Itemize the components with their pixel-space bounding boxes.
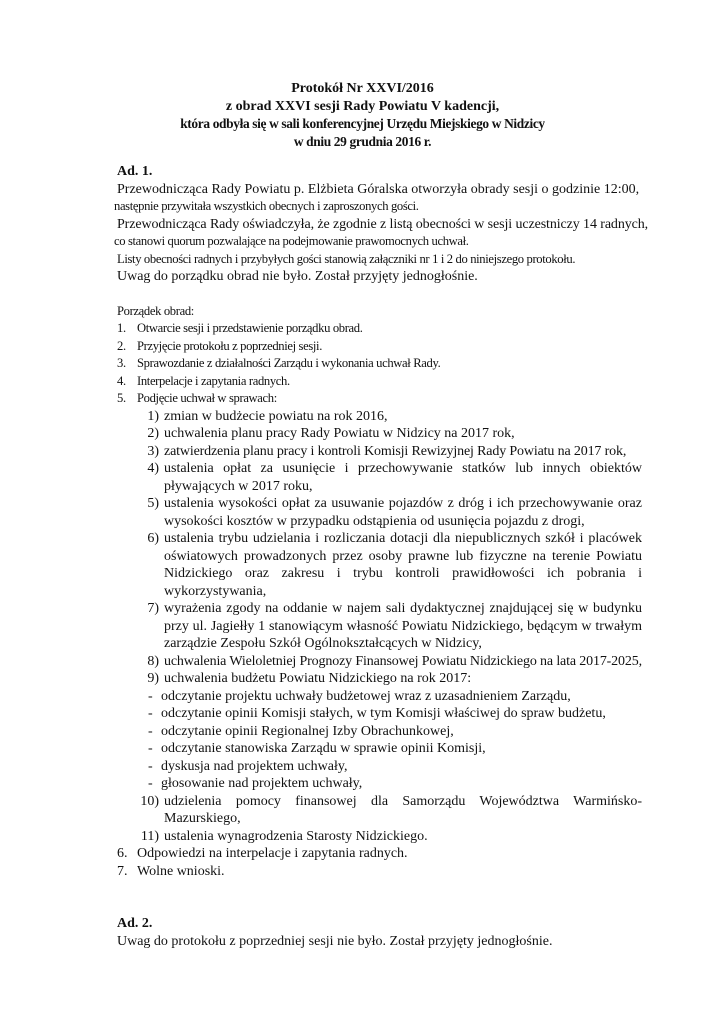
protocol-header [0,80,725,150]
budget-step: - głosowanie nad projektem uchwały, [148,776,363,791]
agenda-heading: Porządek obrad: [117,303,194,318]
agenda-subitem: 6) ustalenia trybu udzielania i rozliczania dotacji dla niepublicznych szkół i placówek oświatowych prowadzonych przez osoby prawne lub fizyczne na terenie Powiatu Nidzickiego oraz zakresu i trybu kontroli prawidłowości ich pobrania i wykorzystywania, [147,531,642,599]
protocol-title: Protokół Nr XXVI/2016 [291,81,434,96]
agenda-subitem: 10) udzielenia pomocy finansowej dla Samorządu Województwa Warmińsko-Mazurskiego, [140,793,642,826]
agenda-subitem: 11) ustalenia wynagrodzenia Starosty Nidzickiego. [140,828,428,844]
agenda-item: 6. Odpowiedzi na interpelacje i zapytania radnych. [117,846,408,861]
agenda-subitem: 4) ustalenia opłat za usunięcie i przechowywanie statków lub innych obiektów pływających w 2017 roku, [147,461,642,494]
agenda-subitem: 1) zmian w budżecie powiatu na rok 2016, [147,408,388,424]
ad1-p2-line1: Przewodnicząca Rady oświadczyła, że zgodnie z listą obecności w sesji uczestniczy 14 radnych, [117,216,649,232]
protocol-date: w dniu 29 grudnia 2016 r. [293,133,432,149]
agenda-item: 2. Przyjęcie protokołu z poprzedniej sesji. [117,338,322,353]
ad2-heading: Ad. 2. [117,916,153,931]
agenda-item: 4. Interpelacje i zapytania radnych. [117,373,290,388]
ad1-paragraph-3: Listy obecności radnych i przybyłych gości stanowią załączniki nr 1 i 2 do niniejszego protokołu. [117,251,576,266]
agenda-list [117,320,642,880]
agenda-item: 1. Otwarcie sesji i przedstawienie porządku obrad. [117,321,363,335]
agenda-subitems [135,408,642,846]
agenda-item: 3. Sprawozdanie z działalności Zarządu i wykonania uchwał Rady. [117,356,441,370]
ad1-paragraph-1 [114,181,642,216]
agenda-subitem: 9) uchwalenia budżetu Powiatu Nidzickiego na rok 2017: [147,671,472,686]
ad1-heading: Ad. 1. [117,164,153,179]
agenda-subitem: 3) zatwierdzenia planu pracy i kontroli Komisji Rewizyjnej Rady Powiatu na 2017 rok, [147,443,627,459]
budget-step: - dyskusja nad projektem uchwały, [148,758,348,774]
budget-step: - odczytanie stanowiska Zarządu w sprawie opinii Komisji, [148,741,486,756]
protocol-location: która odbyła się w sali konferencyjnej Urzędu Miejskiego w Nidzicy [180,116,545,131]
agenda-item: 5. Podjęcie uchwał w sprawach: [117,391,277,405]
agenda-subitem: 7) wyrażenia zgody na oddanie w najem sali dydaktycznej znajdującej się w budynku przy ul. Jagiełły 1 stanowiącym własność Powiatu Nidzickiego, będącym w trwałym zarządzie Zespołu Szkół Ogólnokształcących w Nidzicy, [147,601,642,651]
budget-steps [148,688,642,793]
protocol-session: z obrad XXVI sesji Rady Powiatu V kadencji, [225,98,500,114]
agenda-subitem: 5) ustalenia wysokości opłat za usuwanie pojazdów z dróg i ich przechowywanie oraz wysokości kosztów w przypadku odstąpienia od usunięcia pojazdu z drogi, [147,496,642,529]
budget-step: - odczytanie projektu uchwały budżetowej wraz z uzasadnieniem Zarządu, [148,688,571,704]
budget-step: - odczytanie opinii Komisji stałych, w tym Komisji właściwej do spraw budżetu, [148,706,606,721]
ad1-paragraph-2 [114,216,649,251]
ad1-p1-line1: Przewodnicząca Rady Powiatu p. Elżbieta Góralska otworzyła obrady sesji o godzinie 12:00, [117,181,640,197]
ad1-p1-line2: następnie przywitała wszystkich obecnych i zaproszonych gości. [114,199,419,213]
budget-step: - odczytanie opinii Regionalnej Izby Obrachunkowej, [148,723,454,739]
agenda-subitem: 8) uchwalenia Wieloletniej Prognozy Finansowej Powiatu Nidzickiego na lata 2017-2025, [147,653,642,669]
protocol-body [114,163,649,950]
agenda-subitem: 2) uchwalenia planu pracy Rady Powiatu w Nidzicy na 2017 rok, [147,426,515,441]
agenda-item: 7. Wolne wnioski. [117,863,225,879]
ad1-paragraph-4: Uwag do porządku obrad nie było. Został przyjęty jednogłośnie. [117,269,478,284]
ad1-p2-line2: co stanowi quorum pozwalające na podejmowanie prawomocnych uchwał. [114,234,469,248]
ad2-paragraph-1: Uwag do protokołu z poprzedniej sesji nie było. Został przyjęty jednogłośnie. [117,933,553,949]
